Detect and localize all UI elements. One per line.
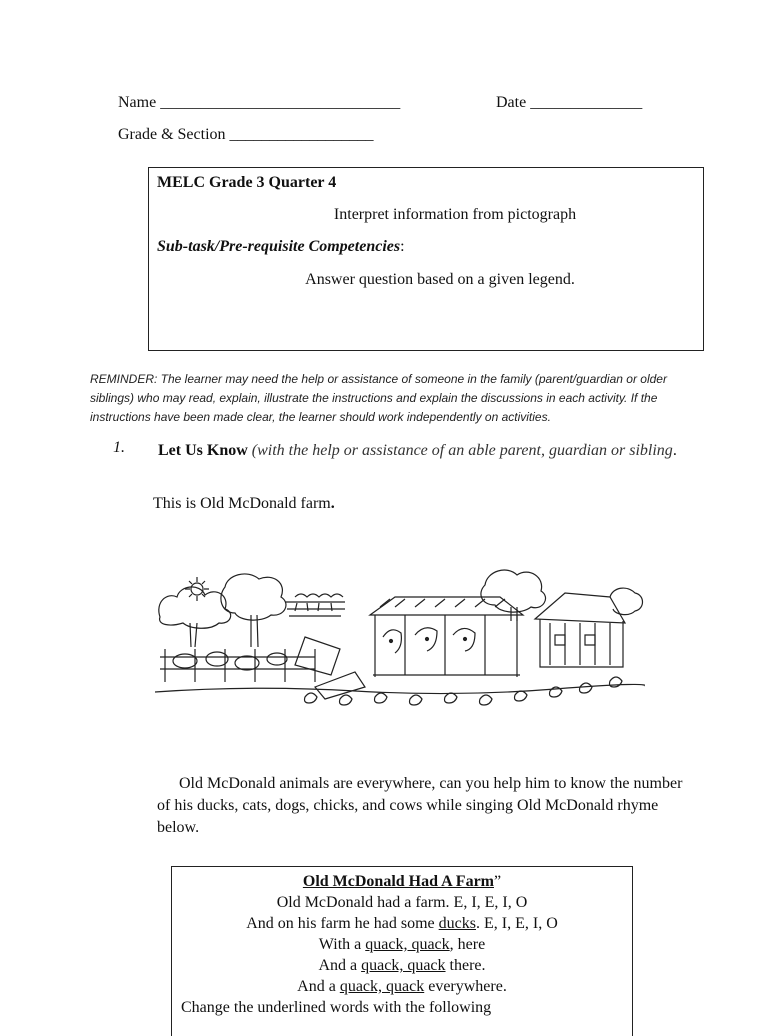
date-field[interactable]: Date ______________ [496,94,643,111]
farm-intro [153,495,335,513]
ground-line [155,684,645,693]
song-line-3-pre: With a [318,936,366,953]
grade-section-field[interactable]: Grade & Section __________________ [118,126,374,143]
song-line-2 [172,914,632,934]
song-line-3 [172,935,632,955]
instruction-paragraph: Old McDonald animals are everywhere, can you help him to know the number of his ducks, cats, dogs, chicks, and cows while singing Old McDonald rhyme below. [157,775,683,836]
barn [535,593,625,667]
song-line-4-pre: And a [318,957,362,974]
melc-box [148,167,704,351]
farm-intro-text: This is Old McDonald farm [153,495,331,512]
cow-herd [285,594,345,616]
song-line-5 [172,977,632,997]
reminder-note: REMINDER: The learner may need the help or assistance of someone in the family (parent/guardian or older siblings) who may read, explain, illustrate the instructions and explain the discussions in each activity. If the instructions have been made clear, the learner should work independently on activities. [90,372,667,424]
section-note: (with the help or assistance of an able parent, guardian or sibling [251,442,673,459]
song-line-5-post: everywhere. [424,978,507,995]
song-line-2-post: . E, I, E, I, O [475,915,558,932]
tree-group-left [159,574,286,647]
song-box [171,866,633,1036]
farm-intro-period: . [330,495,335,512]
section-note-end: . [672,442,677,459]
subtask-text: Answer question based on a given legend. [305,271,575,288]
song-line-2-pre: And on his farm he had some [246,915,439,932]
section-heading [158,439,698,462]
section-number: 1. [113,439,125,456]
song-line-3-underlined: quack, quack [365,936,450,953]
song-line-2-underlined: ducks [438,915,476,932]
subtask-colon: : [400,238,405,255]
song-line-5-underlined: quack, quack [339,978,425,995]
song-title-line [172,872,632,892]
song-line-6: Change the underlined words with the following [181,999,492,1016]
melc-title: MELC Grade 3 Quarter 4 [157,174,337,191]
melc-competency: Interpret information from pictograph [333,206,577,223]
song-title: Old McDonald Had A Farm [302,873,494,890]
subtask-label: Sub-task/Pre-requisite Competencies [157,238,401,255]
name-field[interactable]: Name ______________________________ [118,94,401,111]
song-line-4 [172,956,632,976]
subtask-heading [157,238,405,256]
farm-illustration [155,557,645,717]
song-line-4-post: there. [445,957,486,974]
song-line-5-pre: And a [297,978,340,995]
song-line-4-underlined: quack, quack [361,957,446,974]
name-date-row [118,94,678,116]
section-label: Let Us Know [158,442,248,459]
song-line-3-post: , here [449,936,486,953]
sun-icon [185,577,209,601]
song-title-quote: ” [494,873,502,890]
song-line-1: Old McDonald had a farm. E, I, E, I, O [276,894,528,911]
